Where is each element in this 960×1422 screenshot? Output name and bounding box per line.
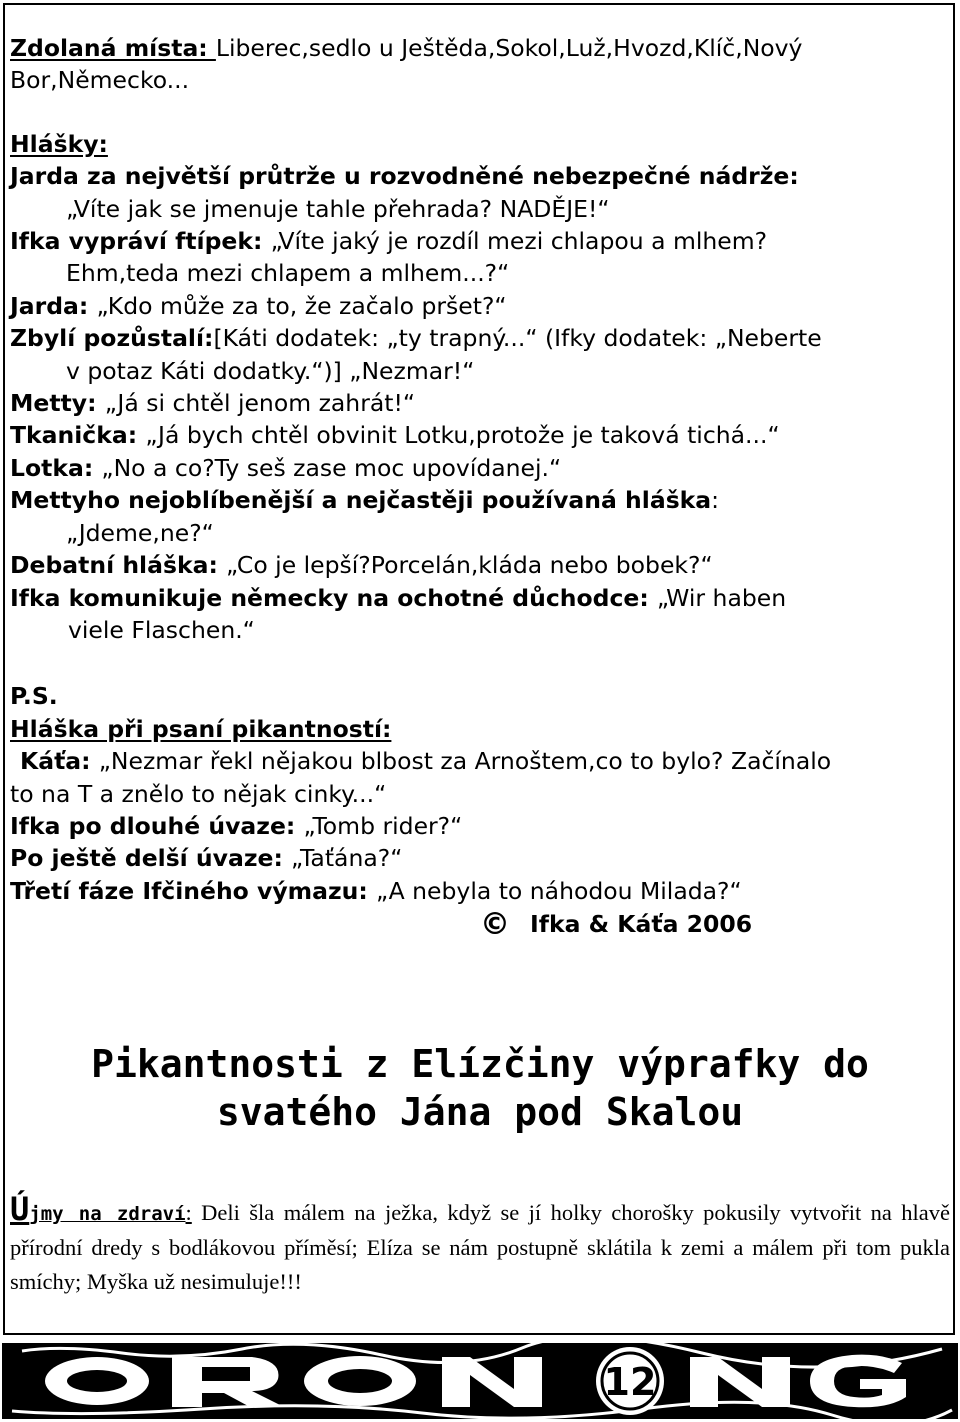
- article-title: [0, 1040, 960, 1136]
- quote-line: [10, 419, 945, 451]
- quote-text: [Káti dodatek: „ty trapný...“ (Ifky dodatek: „Neberte: [213, 324, 822, 353]
- ps-line-text: „Tomb rider?“: [303, 811, 463, 840]
- spacer: [10, 646, 945, 680]
- places-label: Zdolaná místa:: [10, 34, 216, 62]
- signature-line: [10, 907, 945, 943]
- ps-heading: Hláška při psaní pikantností:: [10, 714, 392, 743]
- page-number: 12: [603, 1360, 657, 1404]
- quote-label: Mettyho nejoblíbenější a nejčastěji používaná hláška: [10, 486, 712, 515]
- article-title-line-2: svatého Jána pod Skalou: [216, 1090, 744, 1134]
- quote-line: [10, 193, 945, 225]
- quote-line: [10, 322, 945, 354]
- quote-line: [10, 549, 945, 581]
- injury-text: Deli šla málem na ježka, když se jí holky chorošky pokusily vytvořit na hlavě přírodní dredy s bodlákovou příměsí; Elíza se nám postupně sklátila k zemi a málem při tom pukla smíchy; Myška už nesimuluje!!!: [10, 1200, 950, 1294]
- places-line-2: [10, 64, 945, 96]
- ps-line-label: Po ještě delší úvaze:: [10, 844, 292, 873]
- quote-text: Ehm,teda mezi chlapem a mlhem...?“: [66, 259, 510, 288]
- ps-line-label: Třetí fáze Ifčiného výmazu:: [10, 876, 376, 905]
- injury-paragraph: [10, 1192, 950, 1299]
- ps-label: P.S.: [10, 682, 58, 711]
- quote-text: „Já si chtěl jenom zahrát!“: [104, 389, 416, 418]
- footer-banner: [2, 1343, 958, 1419]
- quote-label: Lotka:: [10, 453, 102, 482]
- injury-label: jmy na zdraví: [29, 1203, 186, 1225]
- quote-line: [10, 517, 945, 549]
- quote-label: Metty:: [10, 389, 105, 418]
- ps-line-text: to na T a znělo to nějak cinky...“: [10, 779, 387, 808]
- ps-line-label: Ifka po dlouhé úvaze:: [10, 811, 304, 840]
- quote-label: Tkanička:: [10, 421, 146, 450]
- injury-initial: Ú: [10, 1190, 30, 1228]
- quote-line: [10, 484, 945, 516]
- ps-line: [10, 745, 945, 777]
- quote-label: Debatní hláška:: [10, 551, 227, 580]
- ps-line-text: „Taťána?“: [291, 844, 403, 873]
- article-title-line-1: Pikantnosti z Elízčiny výprafky do: [91, 1042, 869, 1086]
- signature: Ifka & Káťa 2006: [530, 910, 753, 939]
- copyright-icon: ©: [480, 907, 510, 943]
- quote-text: „Víte jak se jmenuje tahle přehrada? NADĚJE!“: [66, 194, 610, 223]
- quote-text: „Víte jaký je rozdíl mezi chlapou a mlhem?: [270, 227, 768, 256]
- places-text-2: Bor,Německo...: [10, 66, 190, 95]
- ps-line: [10, 810, 945, 842]
- quote-label: Jarda:: [10, 291, 97, 320]
- quote-line: [10, 614, 945, 646]
- quote-text: :: [711, 486, 720, 515]
- quote-text: „Já bych chtěl obvinit Lotku,protože je taková tichá...“: [145, 421, 780, 450]
- injury-colon: :: [185, 1200, 192, 1225]
- quote-text: „No a co?Ty seš zase moc upovídanej.“: [101, 453, 562, 482]
- ps-line-label: Káťa:: [20, 747, 99, 776]
- ps-line-text: „Nezmar řekl nějakou blbost za Arnoštem,co to bylo? Začínalo: [98, 747, 832, 776]
- quote-line: [10, 225, 945, 257]
- report-text: [10, 32, 945, 941]
- ps-line: [10, 778, 945, 810]
- quote-line: [10, 355, 945, 387]
- quote-line: [10, 257, 945, 289]
- quote-label: Zbylí pozůstalí:: [10, 324, 214, 353]
- quote-text: v potaz Káti dodatky.“)] „Nezmar!“: [66, 356, 475, 385]
- quote-text: „Jdeme,ne?“: [66, 518, 214, 547]
- quote-text: „Wir haben: [656, 583, 787, 612]
- quote-label: Ifka vypráví ftípek:: [10, 227, 271, 256]
- quote-text: „Kdo může za to, že začalo pršet?“: [96, 291, 507, 320]
- quote-text: viele Flaschen.“: [68, 615, 255, 644]
- places-line-1: [10, 32, 945, 64]
- quote-line: [10, 452, 945, 484]
- quote-label: Ifka komunikuje německy na ochotné důchodce:: [10, 583, 657, 612]
- quote-line: [10, 160, 945, 192]
- ps-line: [10, 842, 945, 874]
- quotes-heading: Hlášky:: [10, 129, 108, 158]
- quote-line: [10, 387, 945, 419]
- quote-label: Jarda za největší průtrže u rozvodněné nebezpečné nádrže:: [10, 162, 799, 191]
- places-text-1: Liberec,sedlo u Ještěda,Sokol,Luž,Hvozd,Klíč,Nový: [215, 34, 803, 62]
- orong-logo: [2, 1343, 958, 1419]
- quote-text: „Co je lepší?Porcelán,kláda nebo bobek?“: [226, 551, 713, 580]
- spacer: [10, 97, 945, 128]
- ps-line: [10, 875, 945, 907]
- ps-line-text: „A nebyla to náhodou Milada?“: [375, 876, 742, 905]
- quote-line: [10, 290, 945, 322]
- quote-line: [10, 582, 945, 614]
